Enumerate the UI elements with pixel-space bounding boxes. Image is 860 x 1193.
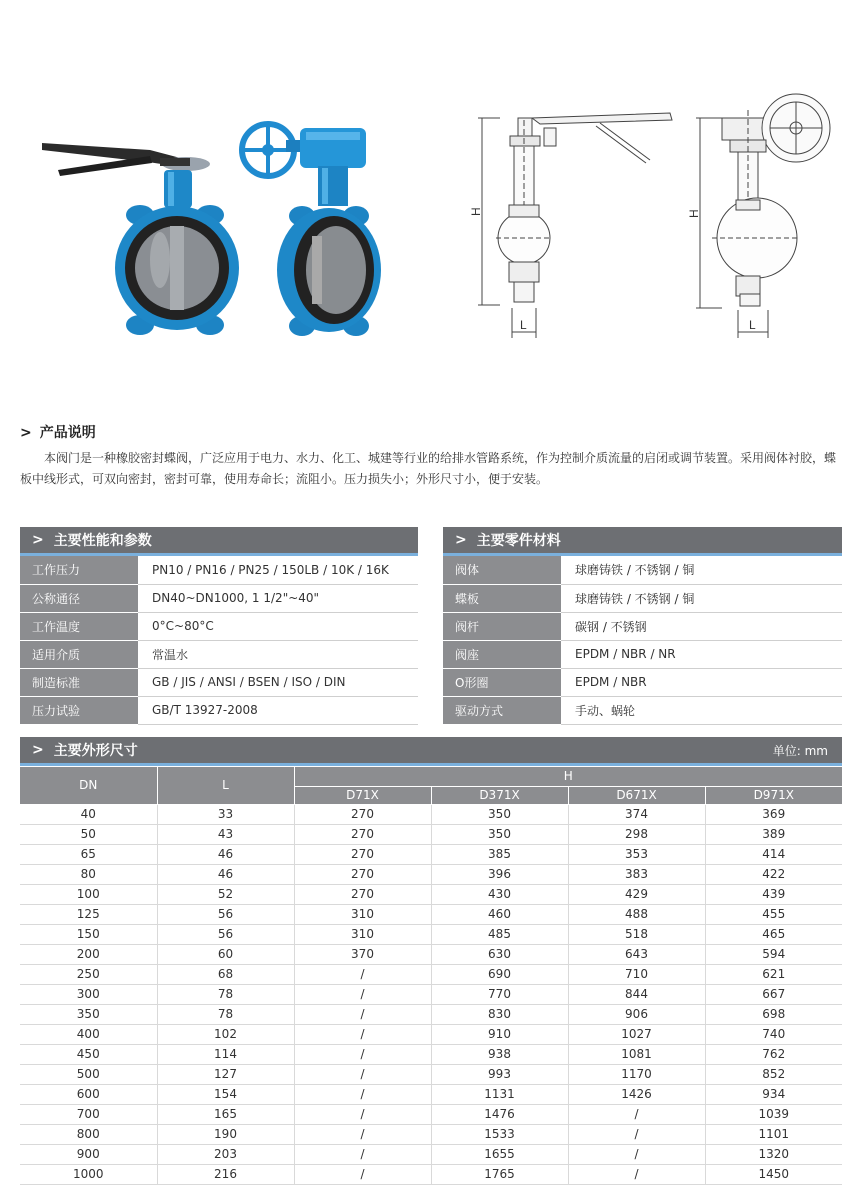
table-cell: / (294, 964, 431, 984)
table-cell: 165 (157, 1104, 294, 1124)
materials-key: 阀体 (443, 556, 561, 584)
table-row (20, 1044, 842, 1064)
table-cell: / (294, 1144, 431, 1164)
materials-key: 阀座 (443, 640, 561, 668)
materials-row (443, 640, 842, 668)
table-cell: / (568, 1124, 705, 1144)
table-row (20, 804, 842, 824)
table-cell: 700 (20, 1104, 157, 1124)
table-row (20, 904, 842, 924)
table-cell: 353 (568, 844, 705, 864)
table-cell: 270 (294, 824, 431, 844)
table-cell: 900 (20, 1144, 157, 1164)
performance-key: 工作温度 (20, 612, 138, 640)
lever-valve-drawing (478, 113, 672, 338)
col-d71x-header: D71X (294, 786, 431, 804)
table-row (20, 1124, 842, 1144)
table-cell: 350 (431, 804, 568, 824)
table-cell: 78 (157, 1004, 294, 1024)
table-row (20, 1004, 842, 1024)
table-row (20, 1024, 842, 1044)
table-cell: 518 (568, 924, 705, 944)
performance-key: 制造标准 (20, 668, 138, 696)
table-cell: 844 (568, 984, 705, 1004)
table-cell: 934 (705, 1084, 842, 1104)
table-cell: 46 (157, 864, 294, 884)
table-cell: 690 (431, 964, 568, 984)
col-dn-header: DN (20, 767, 157, 804)
table-cell: 383 (568, 864, 705, 884)
dimensions-header (20, 737, 842, 763)
table-cell: 60 (157, 944, 294, 964)
chevron-right-icon: > (32, 532, 44, 548)
performance-key: 适用介质 (20, 640, 138, 668)
col-d671x-header: D671X (568, 786, 705, 804)
table-cell: 830 (431, 1004, 568, 1024)
chevron-right-icon: > (32, 742, 44, 758)
performance-value: PN10 / PN16 / PN25 / 150LB / 10K / 16K (138, 556, 418, 584)
materials-value: 球磨铸铁 / 不锈钢 / 铜 (561, 584, 842, 612)
table-cell: 65 (20, 844, 157, 864)
materials-key: O形圈 (443, 668, 561, 696)
materials-value: 碳钢 / 不锈钢 (561, 612, 842, 640)
table-row (20, 844, 842, 864)
table-cell: 250 (20, 964, 157, 984)
table-cell: 298 (568, 824, 705, 844)
performance-key: 工作压力 (20, 556, 138, 584)
table-cell: 52 (157, 884, 294, 904)
table-cell: 1170 (568, 1064, 705, 1084)
table-cell: 910 (431, 1024, 568, 1044)
table-cell: 993 (431, 1064, 568, 1084)
table-row (20, 1104, 842, 1124)
performance-value: DN40~DN1000, 1 1/2"~40" (138, 584, 418, 612)
table-cell: 50 (20, 824, 157, 844)
description-heading (20, 422, 96, 442)
performance-row (20, 696, 418, 724)
table-cell: 150 (20, 924, 157, 944)
table-cell: 422 (705, 864, 842, 884)
table-cell: / (294, 1124, 431, 1144)
table-cell: / (294, 1164, 431, 1184)
table-cell: / (294, 1084, 431, 1104)
table-row (20, 864, 842, 884)
description-title: 产品说明 (39, 425, 96, 441)
table-cell: 127 (157, 1064, 294, 1084)
table-cell: 396 (431, 864, 568, 884)
table-row (20, 924, 842, 944)
table-cell: 270 (294, 804, 431, 824)
table-cell: 125 (20, 904, 157, 924)
table-cell: 770 (431, 984, 568, 1004)
table-cell: 190 (157, 1124, 294, 1144)
drawing1-h-label: H (469, 207, 483, 216)
performance-header (20, 527, 418, 553)
table-cell: 200 (20, 944, 157, 964)
performance-row (20, 640, 418, 668)
table-cell: 465 (705, 924, 842, 944)
col-l-header: L (157, 767, 294, 804)
table-cell: 594 (705, 944, 842, 964)
table-row (20, 1144, 842, 1164)
table-cell: 350 (20, 1004, 157, 1024)
materials-value: EPDM / NBR (561, 668, 842, 696)
table-cell: 906 (568, 1004, 705, 1024)
dimensions-title: 主要外形尺寸 (53, 743, 138, 759)
table-cell: 439 (705, 884, 842, 904)
table-row (20, 964, 842, 984)
table-cell: / (568, 1144, 705, 1164)
gear-valve-photo (242, 124, 381, 336)
materials-value: EPDM / NBR / NR (561, 640, 842, 668)
materials-key: 蝶板 (443, 584, 561, 612)
table-cell: 203 (157, 1144, 294, 1164)
table-cell: 56 (157, 904, 294, 924)
table-cell: 455 (705, 904, 842, 924)
table-cell: / (568, 1104, 705, 1124)
table-cell: 710 (568, 964, 705, 984)
materials-value: 手动、蜗轮 (561, 696, 842, 724)
table-row (20, 984, 842, 1004)
table-cell: 630 (431, 944, 568, 964)
table-cell: / (568, 1164, 705, 1184)
performance-title: 主要性能和参数 (53, 533, 152, 549)
table-cell: / (294, 1024, 431, 1044)
table-cell: 78 (157, 984, 294, 1004)
table-row (20, 944, 842, 964)
table-cell: 270 (294, 844, 431, 864)
performance-row (20, 556, 418, 584)
description-text: 本阀门是一种橡胶密封蝶阀，广泛应用于电力、水力、化工、城建等行业的给排水管路系统，作为控制介质流量的启闭或调节装置。采用阀体衬胶，蝶板中线形式，可双向密封，密封可靠，使用寿命长；流阻小。压力损失小；外形尺寸小，便于安装。 (20, 451, 837, 486)
drawing2-h-label: H (687, 209, 701, 218)
materials-row (443, 696, 842, 724)
table-cell: 1655 (431, 1144, 568, 1164)
col-d971x-header: D971X (705, 786, 842, 804)
table-cell: 40 (20, 804, 157, 824)
table-cell: 154 (157, 1084, 294, 1104)
unit-label: 单位: mm (772, 743, 828, 758)
table-cell: 389 (705, 824, 842, 844)
table-cell: 460 (431, 904, 568, 924)
table-row (20, 824, 842, 844)
table-cell: 643 (568, 944, 705, 964)
table-cell: 370 (294, 944, 431, 964)
table-cell: 1450 (705, 1164, 842, 1184)
performance-row (20, 584, 418, 612)
drawing1-l-label: L (520, 318, 527, 332)
performance-value: 0°C~80°C (138, 612, 418, 640)
table-cell: 102 (157, 1024, 294, 1044)
table-cell: 1476 (431, 1104, 568, 1124)
table-cell: 310 (294, 904, 431, 924)
table-cell: 33 (157, 804, 294, 824)
table-cell: 300 (20, 984, 157, 1004)
materials-row (443, 556, 842, 584)
col-d371x-header: D371X (431, 786, 568, 804)
table-cell: 270 (294, 884, 431, 904)
performance-value: GB / JIS / ANSI / BSEN / ISO / DIN (138, 668, 418, 696)
table-cell: 43 (157, 824, 294, 844)
table-cell: 430 (431, 884, 568, 904)
table-cell: / (294, 984, 431, 1004)
table-cell: 740 (705, 1024, 842, 1044)
table-cell: 385 (431, 844, 568, 864)
table-row (20, 884, 842, 904)
table-cell: 1533 (431, 1124, 568, 1144)
table-cell: 1000 (20, 1164, 157, 1184)
table-cell: 270 (294, 864, 431, 884)
table-cell: 1131 (431, 1084, 568, 1104)
gear-valve-drawing (696, 94, 830, 338)
table-cell: 762 (705, 1044, 842, 1064)
table-cell: 56 (157, 924, 294, 944)
performance-value: GB/T 13927-2008 (138, 696, 418, 724)
table-cell: 414 (705, 844, 842, 864)
performance-value: 常温水 (138, 640, 418, 668)
table-cell: 485 (431, 924, 568, 944)
table-cell: 114 (157, 1044, 294, 1064)
hero-images (0, 0, 860, 360)
table-row (20, 1064, 842, 1084)
table-cell: 429 (568, 884, 705, 904)
table-cell: 68 (157, 964, 294, 984)
chevron-right-icon: > (455, 532, 467, 548)
table-cell: 310 (294, 924, 431, 944)
drawing2-l-label: L (749, 318, 756, 332)
materials-title: 主要零件材料 (476, 533, 561, 549)
table-cell: 852 (705, 1064, 842, 1084)
table-cell: 800 (20, 1124, 157, 1144)
table-cell: 500 (20, 1064, 157, 1084)
table-cell: 938 (431, 1044, 568, 1064)
table-cell: 100 (20, 884, 157, 904)
table-cell: 216 (157, 1164, 294, 1184)
table-cell: 1081 (568, 1044, 705, 1064)
table-cell: 1101 (705, 1124, 842, 1144)
materials-row (443, 668, 842, 696)
materials-row (443, 584, 842, 612)
performance-row (20, 668, 418, 696)
table-cell: / (294, 1064, 431, 1084)
chevron-right-icon: > (20, 425, 32, 441)
hero-svg (0, 0, 860, 360)
performance-key: 压力试验 (20, 696, 138, 724)
table-cell: 80 (20, 864, 157, 884)
materials-table (443, 556, 842, 725)
table-cell: 1426 (568, 1084, 705, 1104)
table-cell: 1027 (568, 1024, 705, 1044)
table-cell: / (294, 1044, 431, 1064)
table-cell: 621 (705, 964, 842, 984)
materials-header (443, 527, 842, 553)
table-row (20, 1164, 842, 1184)
dimensions-table (20, 767, 842, 1185)
table-cell: / (294, 1104, 431, 1124)
performance-row (20, 612, 418, 640)
col-h-header: H (294, 767, 842, 786)
materials-key: 驱动方式 (443, 696, 561, 724)
materials-row (443, 612, 842, 640)
table-cell: 1320 (705, 1144, 842, 1164)
table-cell: 698 (705, 1004, 842, 1024)
table-cell: 667 (705, 984, 842, 1004)
table-cell: 400 (20, 1024, 157, 1044)
table-cell: 374 (568, 804, 705, 824)
materials-value: 球磨铸铁 / 不锈钢 / 铜 (561, 556, 842, 584)
lever-valve-photo (42, 143, 239, 335)
table-cell: 1039 (705, 1104, 842, 1124)
table-cell: 450 (20, 1044, 157, 1064)
table-cell: 350 (431, 824, 568, 844)
table-cell: / (294, 1004, 431, 1024)
table-row (20, 1084, 842, 1104)
table-cell: 369 (705, 804, 842, 824)
table-cell: 1765 (431, 1164, 568, 1184)
performance-key: 公称通径 (20, 584, 138, 612)
performance-table (20, 556, 418, 725)
table-cell: 488 (568, 904, 705, 924)
table-cell: 46 (157, 844, 294, 864)
materials-key: 阀杆 (443, 612, 561, 640)
table-cell: 600 (20, 1084, 157, 1104)
